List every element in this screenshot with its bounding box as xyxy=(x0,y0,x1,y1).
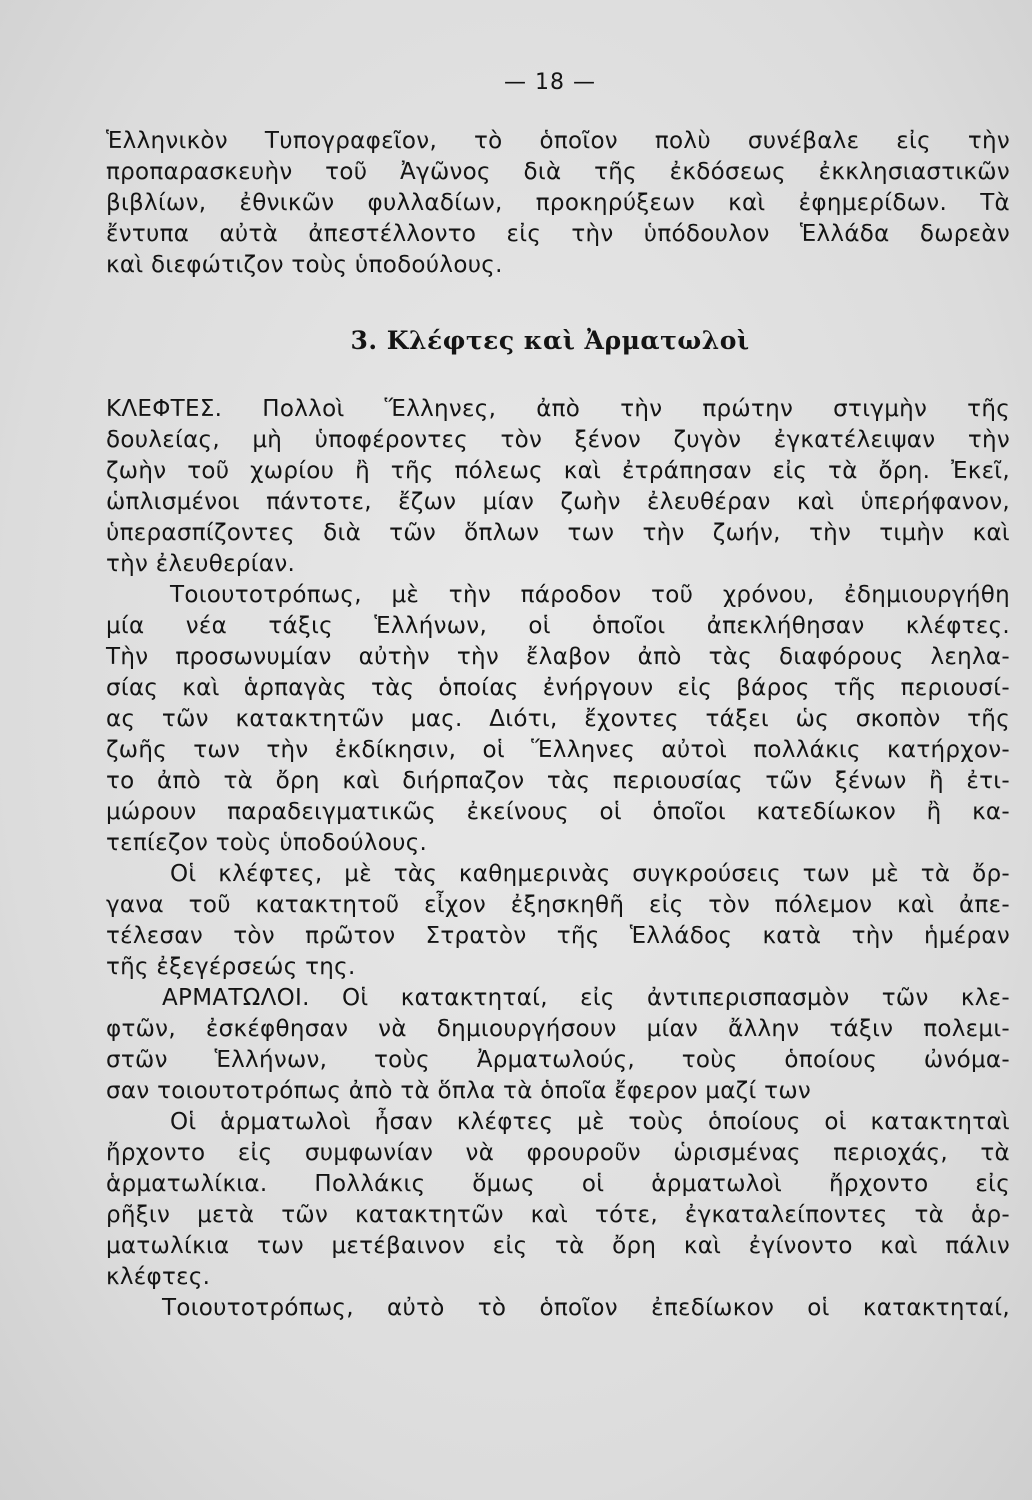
text-line: ρῆξιν μετὰ τῶν κατακτητῶν καὶ τότε, ἐγκαταλείποντες τὰ ἁρ- xyxy=(106,1202,1010,1228)
text-line: καὶ διεφώτιζον τοὺς ὑποδούλους. xyxy=(106,252,503,278)
text-line: ὡπλισμένοι πάντοτε, ἔζων μίαν ζωὴν ἐλευθέραν καὶ ὑπερήφανον, xyxy=(106,489,1010,515)
text-line: μώρουν παραδειγματικῶς ἐκείνους οἱ ὁποῖοι κατεδίωκον ἢ κα- xyxy=(106,799,1010,825)
text-line: ζωῆς των τὴν ἐκδίκησιν, οἱ Ἕλληνες αὐτοὶ πολλάκις κατήρχον- xyxy=(106,737,1010,763)
text-line: Τοιουτοτρόπως, αὐτὸ τὸ ὁποῖον ἐπεδίωκον οἱ κατακτηταί, xyxy=(162,1295,1010,1321)
text-line: τὴν ἐλευθερίαν. xyxy=(106,551,296,577)
page-number: — 18 — xyxy=(504,70,596,95)
text-line: στῶν Ἑλλήνων, τοὺς Ἀρματωλούς, τοὺς ὁποίους ὠνόμα- xyxy=(106,1047,1010,1073)
text-line: Τὴν προσωνυμίαν αὐτὴν τὴν ἔλαβον ἀπὸ τὰς διαφόρους λεηλα- xyxy=(106,644,1010,670)
text-line: σαν τοιουτοτρόπως ἀπὸ τὰ ὅπλα τὰ ὁποῖα ἔφερον μαζί των xyxy=(106,1078,812,1104)
section-heading: 3. Κλέφτες καὶ Ἀρματωλοὶ xyxy=(350,326,750,355)
intro-paragraph xyxy=(106,126,1010,281)
text-line: ζωὴν τοῦ χωρίου ἢ τῆς πόλεως καὶ ἐτράπησαν εἰς τὰ ὄρη. Ἐκεῖ, xyxy=(106,458,1010,484)
text-line: Ἑλληνικὸν Τυπογραφεῖον, τὸ ὁποῖον πολὺ συνέβαλε εἰς τὴν xyxy=(106,128,1010,154)
text-line: ἔντυπα αὐτὰ ἀπεστέλλοντο εἰς τὴν ὑπόδουλον Ἑλλάδα δωρεὰν xyxy=(106,221,1010,247)
text-line: κλέφτες. xyxy=(106,1264,211,1290)
text-line: ΑΡΜΑΤΩΛΟΙ. Οἱ κατακτηταί, εἰς ἀντιπερισπασμὸν τῶν κλε- xyxy=(162,985,1010,1011)
text-line: ὑπερασπίζοντες διὰ τῶν ὅπλων των τὴν ζωήν, τὴν τιμὴν καὶ xyxy=(106,520,1010,546)
text-line: δουλείας, μὴ ὑποφέροντες τὸν ξένον ζυγὸν ἐγκατέλειψαν τὴν xyxy=(106,427,1010,453)
text-line: βιβλίων, ἐθνικῶν φυλλαδίων, προκηρύξεων καὶ ἐφημερίδων. Τὰ xyxy=(106,190,1010,216)
text-line: ας τῶν κατακτητῶν μας. Διότι, ἔχοντες τάξει ὡς σκοπὸν τῆς xyxy=(106,706,1010,732)
text-line: τεπίεζον τοὺς ὑποδούλους. xyxy=(106,830,428,856)
text-line: τέλεσαν τὸν πρῶτον Στρατὸν τῆς Ἑλλάδος κατὰ τὴν ἡμέραν xyxy=(106,923,1010,949)
text-line: ΚΛΕΦΤΕΣ. Πολλοὶ Ἕλληνες, ἀπὸ τὴν πρώτην στιγμὴν τῆς xyxy=(106,396,1010,422)
text-line: φτῶν, ἐσκέφθησαν νὰ δημιουργήσουν μίαν ἄλλην τάξιν πολεμι- xyxy=(106,1016,1010,1042)
text-line: ἤρχοντο εἰς συμφωνίαν νὰ φρουροῦν ὡρισμένας περιοχάς, τὰ xyxy=(106,1140,1010,1166)
text-line: Οἱ ἁρματωλοὶ ἦσαν κλέφτες μὲ τοὺς ὁποίους οἱ κατακτηταὶ xyxy=(170,1109,1010,1135)
text-line: ἁρματωλίκια. Πολλάκις ὅμως οἱ ἁρματωλοὶ ἤρχοντο εἰς xyxy=(106,1171,1010,1197)
text-line: Οἱ κλέφτες, μὲ τὰς καθημερινὰς συγκρούσεις των μὲ τὰ ὄρ- xyxy=(170,861,1010,887)
text-line: Τοιουτοτρόπως, μὲ τὴν πάροδον τοῦ χρόνου, ἐδημιουργήθη xyxy=(170,582,1010,608)
text-line: σίας καὶ ἁρπαγὰς τὰς ὁποίας ἐνήργουν εἰς βάρος τῆς περιουσί- xyxy=(106,675,1010,701)
text-line: ματωλίκια των μετέβαινον εἰς τὰ ὄρη καὶ ἐγίνοντο καὶ πάλιν xyxy=(106,1233,1010,1259)
text-line: τῆς ἐξεγέρσεώς της. xyxy=(106,954,356,980)
section-body xyxy=(106,394,1010,1324)
text-line: μία νέα τάξις Ἑλλήνων, οἱ ὁποῖοι ἀπεκλήθησαν κλέφτες. xyxy=(106,613,1010,639)
text-line: το ἀπὸ τὰ ὄρη καὶ διήρπαζον τὰς περιουσίας τῶν ξένων ἢ ἐτι- xyxy=(106,768,1010,794)
text-line: προπαρασκευὴν τοῦ Ἀγῶνος διὰ τῆς ἐκδόσεως ἐκκλησιαστικῶν xyxy=(106,159,1010,185)
text-line: γανα τοῦ κατακτητοῦ εἶχον ἐξησκηθῆ εἰς τὸν πόλεμον καὶ ἀπε- xyxy=(106,892,1010,918)
